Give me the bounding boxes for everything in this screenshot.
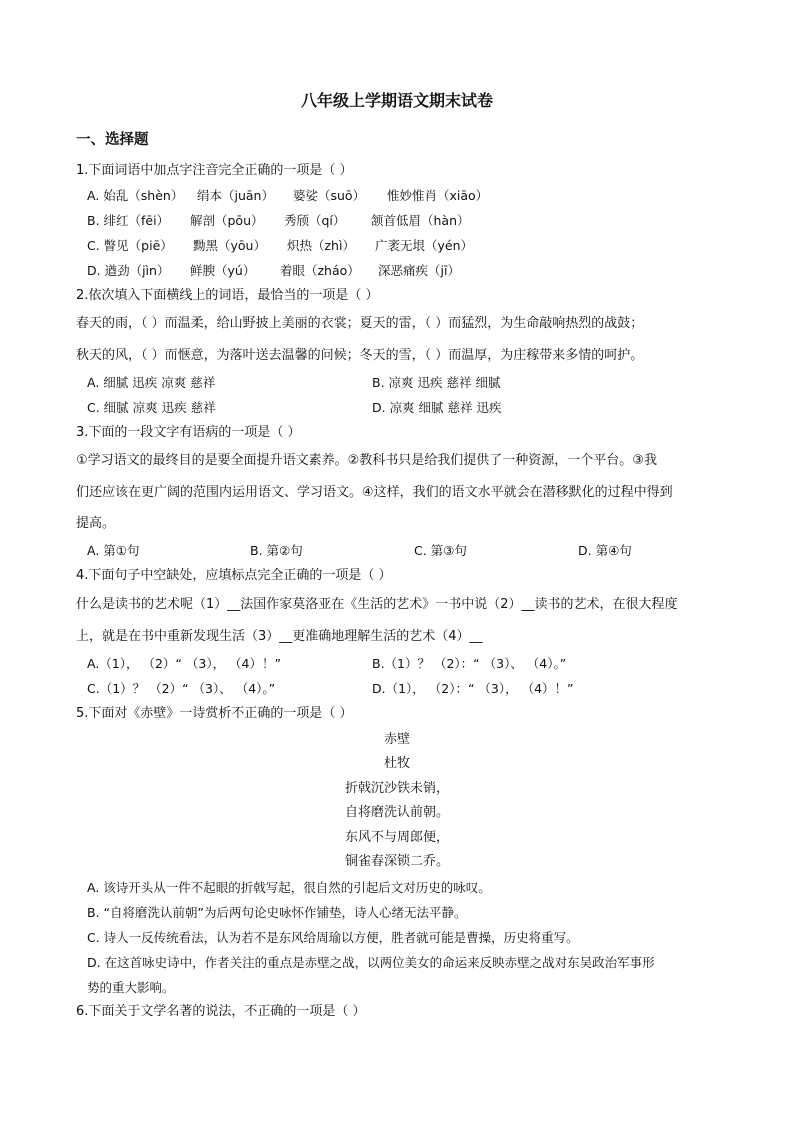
q1-option-b-item-4: 颔首低眉（hàn） — [371, 213, 470, 228]
q1-option-c-item-2: 黝黑（yōu） — [193, 238, 266, 253]
q3-option-c: C. 第③句 — [414, 543, 467, 558]
question-3-text-line-1: ①学习语文的最终目的是要全面提升语文素养。②教科书只是给我们提供了一种资源，一个平台。③我 — [76, 453, 657, 468]
q5-option-d-line-1: D. 在这首咏史诗中，作者关注的重点是赤壁之战，以两位美女的命运来反映赤壁之战对东吴政治军事形 — [87, 955, 655, 970]
question-5-stem: 5.下面对《赤壁》一诗赏析不正确的一项是（ ） — [76, 706, 353, 721]
q1-option-c-item-3: 炽热（zhì） — [287, 238, 355, 253]
q1-option-b-item-1: B. 绯红（fēi） — [87, 213, 170, 228]
q5-option-a: A. 该诗开头从一件不起眼的折戟写起，很自然的引起后文对历史的咏叹。 — [87, 880, 491, 895]
exam-title: 八年级上学期语文期末试卷 — [300, 91, 493, 110]
q1-option-a-item-3: 婆娑（suō） — [293, 188, 366, 203]
q4-option-d: D.（1）， （2）：“ （3）， （4）！” — [372, 681, 574, 696]
q4-option-a: A.（1）， （2）“ （3）， （4）！” — [87, 656, 281, 671]
q4-option-c: C.（1）？ （2）“ （3）、 （4）。” — [87, 681, 276, 696]
question-4-text-line-1: 什么是读书的艺术呢（1）__法国作家莫洛亚在《生活的艺术》一书中说（2）__读书的艺术，在很大程度 — [76, 597, 678, 612]
question-2-text-line-1: 春天的雨，（ ）而温柔，给山野披上美丽的衣裳；夏天的雷，（ ）而猛烈，为生命敲响热烈的战鼓； — [76, 316, 644, 331]
poem-title: 赤壁 — [383, 732, 410, 747]
q4-option-b: B.（1）？ （2）：“ （3）、 （4）。” — [372, 656, 567, 671]
q1-option-c-item-1: C. 瞥见（piē） — [87, 238, 173, 253]
question-6-stem: 6.下面关于文学名著的说法，不正确的一项是（ ） — [76, 1004, 366, 1019]
q1-option-d-item-2: 鲜腴（yú） — [190, 263, 256, 278]
q1-option-a-item-4: 惟妙惟肖（xiāo） — [387, 188, 489, 203]
q2-option-c: C. 细腻 凉爽 迅疾 慈祥 — [87, 400, 216, 415]
q2-option-b: B. 凉爽 迅疾 慈祥 细腻 — [372, 375, 501, 390]
q1-option-c-item-4: 广袤无垠（yén） — [375, 238, 474, 253]
q1-option-a-item-1: A. 始乱（shèn） — [87, 188, 184, 203]
question-4-stem: 4.下面句子中空缺处，应填标点完全正确的一项是（ ） — [76, 568, 392, 583]
q3-option-d: D. 第④句 — [578, 543, 632, 558]
poem-line-2: 自将磨洗认前朝。 — [344, 805, 449, 820]
question-3-stem: 3.下面的一段文字有语病的一项是（ ） — [76, 425, 301, 440]
q1-option-d-item-1: D. 遒劲（jìn） — [87, 263, 170, 278]
question-1-stem: 1.下面词语中加点字注音完全正确的一项是（ ） — [76, 163, 353, 178]
q3-option-b: B. 第②句 — [250, 543, 303, 558]
q5-option-b: B. “自将磨洗认前朝”为后两句论史咏怀作铺垫，诗人心绪无法平静。 — [87, 905, 467, 920]
question-2-stem: 2.依次填入下面横线上的词语，最恰当的一项是（ ） — [76, 288, 379, 303]
section-heading: 一、选择题 — [76, 132, 149, 148]
q1-option-d-item-3: 着眼（zháo） — [280, 263, 360, 278]
poem-line-4: 铜雀春深锁二乔。 — [344, 854, 449, 869]
question-3-text-line-3: 提高。 — [76, 516, 116, 531]
question-3-text-line-2: 们还应该在更广阔的范围内运用语文、学习语文。④这样，我们的语文水平就会在潜移默化的过程中得到 — [76, 485, 673, 500]
poem-line-3: 东风不与周郎便， — [344, 830, 449, 845]
q1-option-a-item-2: 绢本（juān） — [197, 188, 274, 203]
q1-option-b-item-2: 解剖（pōu） — [190, 213, 264, 228]
question-4-text-line-2: 上，就是在书中重新发现生活（3）__更准确地理解生活的艺术（4）__ — [76, 629, 483, 644]
poem-line-1: 折戟沉沙铁未销， — [344, 781, 449, 796]
q1-option-b-item-3: 秀颀（qí） — [284, 213, 346, 228]
question-2-text-line-2: 秋天的风，（ ）而惬意，为落叶送去温馨的问候；冬天的雪，（ ）而温厚，为庄稼带来多情的呵护。 — [76, 348, 644, 363]
q5-option-c: C. 诗人一反传统看法，认为若不是东风给周瑜以方便，胜者就可能是曹操，历史将重写。 — [87, 930, 579, 945]
q5-option-d-line-2: 势的重大影响。 — [87, 980, 175, 995]
q3-option-a: A. 第①句 — [87, 543, 140, 558]
q2-option-d: D. 凉爽 细腻 慈祥 迅疾 — [372, 400, 502, 415]
q2-option-a: A. 细腻 迅疾 凉爽 慈祥 — [87, 375, 216, 390]
poem-author: 杜牧 — [383, 756, 410, 771]
q1-option-d-item-4: 深恶痛疾（jī） — [378, 263, 460, 278]
